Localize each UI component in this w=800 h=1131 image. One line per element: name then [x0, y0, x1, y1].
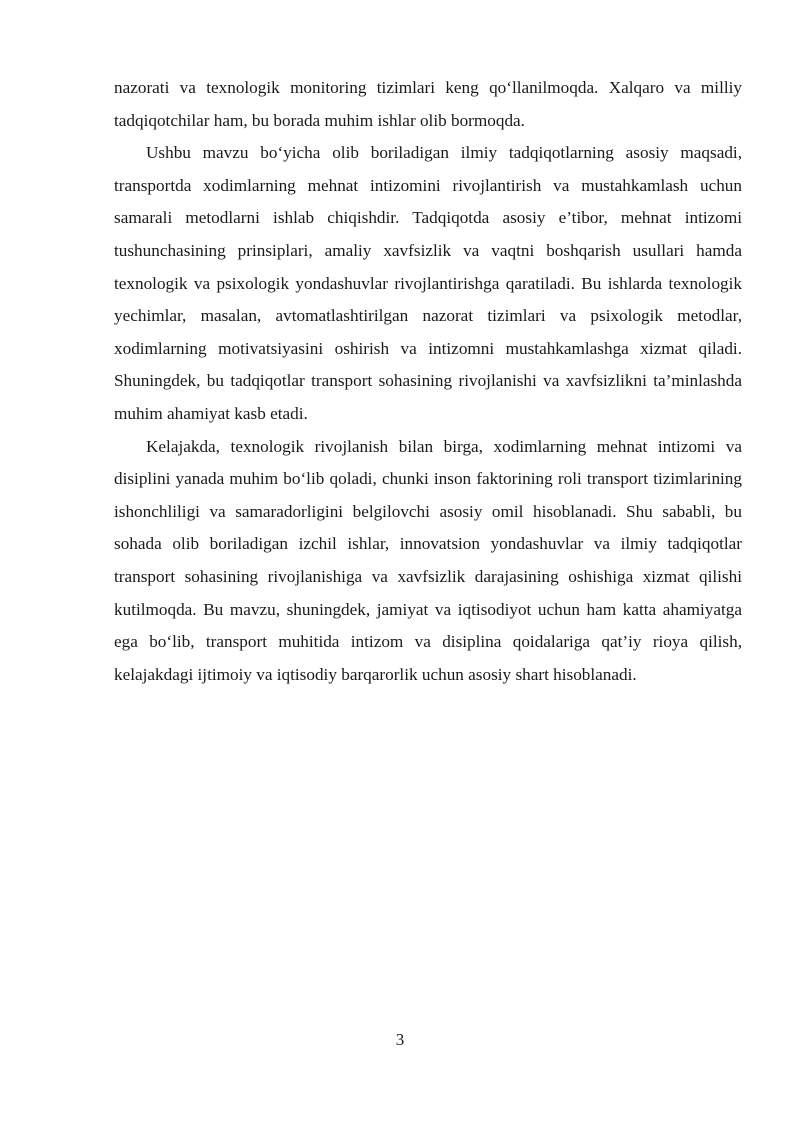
paragraph-continued: nazorati va texnologik monitoring tizimlari keng qo‘llanilmoqda. Xalqaro va milliy tadqiqotchilar ham, bu borada muhim ishlar olib bormoqda. — [114, 78, 742, 130]
paragraph-research-goal: Ushbu mavzu bo‘yicha olib boriladigan ilmiy tadqiqotlarning asosiy maqsadi, transportda xodimlarning mehnat intizomini rivojlantirish va mustahkamlash uchun samarali metodlarni ishlab chiqishdir. Tadqiqotda asosiy e’tibor, mehnat intizomi tushunchasining prinsiplari, amaliy xavfsizlik va vaqtni boshqarish usullari hamda texnologik va psixologik yondashuvlar rivojlantirishga qaratiladi. Bu ishlarda texnologik yechimlar, masalan, avtomatlashtirilgan nazorat tizimlari va psixologik metodlar, xodimlarning motivatsiyasini oshirish va intizomni mustahkamlashga xizmat qiladi. Shuningdek, bu tadqiqotlar transport sohasining rivojlanishi va xavfsizlikni ta’minlashda muhim ahamiyat kasb etadi. — [114, 143, 742, 423]
paragraph-future-outlook: Kelajakda, texnologik rivojlanish bilan birga, xodimlarning mehnat intizomi va disiplini yanada muhim bo‘lib qoladi, chunki inson faktorining roli transport tizimlarining ishonchliligi va samaradorligini belgilovchi asosiy omil hisoblanadi. Shu sababli, bu sohada olib boriladigan izchil ishlar, innovatsion yondashuvlar va ilmiy tadqiqotlar transport sohasining rivojlanishiga va xavfsizlik darajasining oshishiga xizmat qilishi kutilmoqda. Bu mavzu, shuningdek, jamiyat va iqtisodiyot uchun ham katta ahamiyatga ega bo‘lib, transport muhitida intizom va disiplina qoidalariga qat’iy rioya qilish, kelajakdagi ijtimoiy va iqtisodiy barqarorlik uchun asosiy shart hisoblanadi. — [114, 436, 742, 684]
body-text — [114, 72, 742, 691]
page-number: 3 — [395, 1030, 405, 1049]
